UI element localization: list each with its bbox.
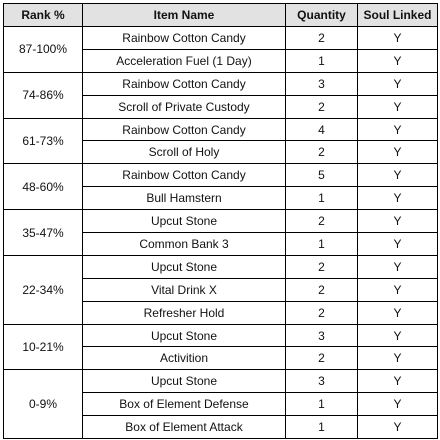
quantity-cell: 2 bbox=[286, 301, 358, 324]
soul-linked-cell: Y bbox=[358, 210, 438, 233]
quantity-cell: 2 bbox=[286, 210, 358, 233]
header-rank: Rank % bbox=[4, 4, 83, 27]
soul-linked-cell: Y bbox=[358, 324, 438, 347]
header-item-name: Item Name bbox=[83, 4, 286, 27]
quantity-cell: 3 bbox=[286, 324, 358, 347]
soul-linked-cell: Y bbox=[358, 164, 438, 187]
quantity-cell: 2 bbox=[286, 141, 358, 164]
table-row bbox=[4, 370, 438, 393]
soul-linked-cell: Y bbox=[358, 278, 438, 301]
header-quantity: Quantity bbox=[286, 4, 358, 27]
quantity-cell: 2 bbox=[286, 278, 358, 301]
table-row bbox=[4, 255, 438, 278]
item-name-cell: Rainbow Cotton Candy bbox=[83, 118, 286, 141]
table-row bbox=[4, 164, 438, 187]
item-name-cell: Box of Element Defense bbox=[83, 393, 286, 416]
quantity-cell: 1 bbox=[286, 187, 358, 210]
quantity-cell: 2 bbox=[286, 95, 358, 118]
table-row bbox=[4, 27, 438, 50]
soul-linked-cell: Y bbox=[358, 141, 438, 164]
soul-linked-cell: Y bbox=[358, 347, 438, 370]
item-name-cell: Upcut Stone bbox=[83, 210, 286, 233]
item-name-cell: Acceleration Fuel (1 Day) bbox=[83, 49, 286, 72]
rank-range-cell: 61-73% bbox=[4, 118, 83, 164]
soul-linked-cell: Y bbox=[358, 370, 438, 393]
item-name-cell: Rainbow Cotton Candy bbox=[83, 72, 286, 95]
rank-range-cell: 0-9% bbox=[4, 370, 83, 439]
table-body bbox=[4, 27, 438, 439]
item-name-cell: Rainbow Cotton Candy bbox=[83, 27, 286, 50]
item-name-cell: Bull Hamstern bbox=[83, 187, 286, 210]
soul-linked-cell: Y bbox=[358, 255, 438, 278]
header-row bbox=[4, 4, 438, 27]
quantity-cell: 5 bbox=[286, 164, 358, 187]
item-name-cell: Box of Element Attack bbox=[83, 416, 286, 439]
rank-rewards-table bbox=[3, 3, 438, 439]
quantity-cell: 4 bbox=[286, 118, 358, 141]
item-name-cell: Rainbow Cotton Candy bbox=[83, 164, 286, 187]
item-name-cell: Upcut Stone bbox=[83, 324, 286, 347]
rank-range-cell: 35-47% bbox=[4, 210, 83, 256]
rank-range-cell: 87-100% bbox=[4, 27, 83, 73]
header-soul-linked: Soul Linked bbox=[358, 4, 438, 27]
soul-linked-cell: Y bbox=[358, 72, 438, 95]
soul-linked-cell: Y bbox=[358, 301, 438, 324]
quantity-cell: 2 bbox=[286, 347, 358, 370]
quantity-cell: 1 bbox=[286, 233, 358, 256]
item-name-cell: Upcut Stone bbox=[83, 370, 286, 393]
table-row bbox=[4, 118, 438, 141]
soul-linked-cell: Y bbox=[358, 416, 438, 439]
soul-linked-cell: Y bbox=[358, 95, 438, 118]
table-row bbox=[4, 72, 438, 95]
quantity-cell: 3 bbox=[286, 370, 358, 393]
item-name-cell: Scroll of Holy bbox=[83, 141, 286, 164]
rank-range-cell: 10-21% bbox=[4, 324, 83, 370]
quantity-cell: 2 bbox=[286, 27, 358, 50]
quantity-cell: 2 bbox=[286, 255, 358, 278]
rank-range-cell: 48-60% bbox=[4, 164, 83, 210]
rewards-table-container bbox=[3, 3, 438, 439]
rank-range-cell: 22-34% bbox=[4, 255, 83, 324]
soul-linked-cell: Y bbox=[358, 187, 438, 210]
quantity-cell: 1 bbox=[286, 49, 358, 72]
quantity-cell: 3 bbox=[286, 72, 358, 95]
table-row bbox=[4, 324, 438, 347]
item-name-cell: Vital Drink X bbox=[83, 278, 286, 301]
soul-linked-cell: Y bbox=[358, 393, 438, 416]
soul-linked-cell: Y bbox=[358, 27, 438, 50]
table-row bbox=[4, 210, 438, 233]
soul-linked-cell: Y bbox=[358, 233, 438, 256]
soul-linked-cell: Y bbox=[358, 49, 438, 72]
item-name-cell: Refresher Hold bbox=[83, 301, 286, 324]
quantity-cell: 1 bbox=[286, 393, 358, 416]
soul-linked-cell: Y bbox=[358, 118, 438, 141]
rank-range-cell: 74-86% bbox=[4, 72, 83, 118]
item-name-cell: Activition bbox=[83, 347, 286, 370]
item-name-cell: Upcut Stone bbox=[83, 255, 286, 278]
item-name-cell: Scroll of Private Custody bbox=[83, 95, 286, 118]
quantity-cell: 1 bbox=[286, 416, 358, 439]
item-name-cell: Common Bank 3 bbox=[83, 233, 286, 256]
